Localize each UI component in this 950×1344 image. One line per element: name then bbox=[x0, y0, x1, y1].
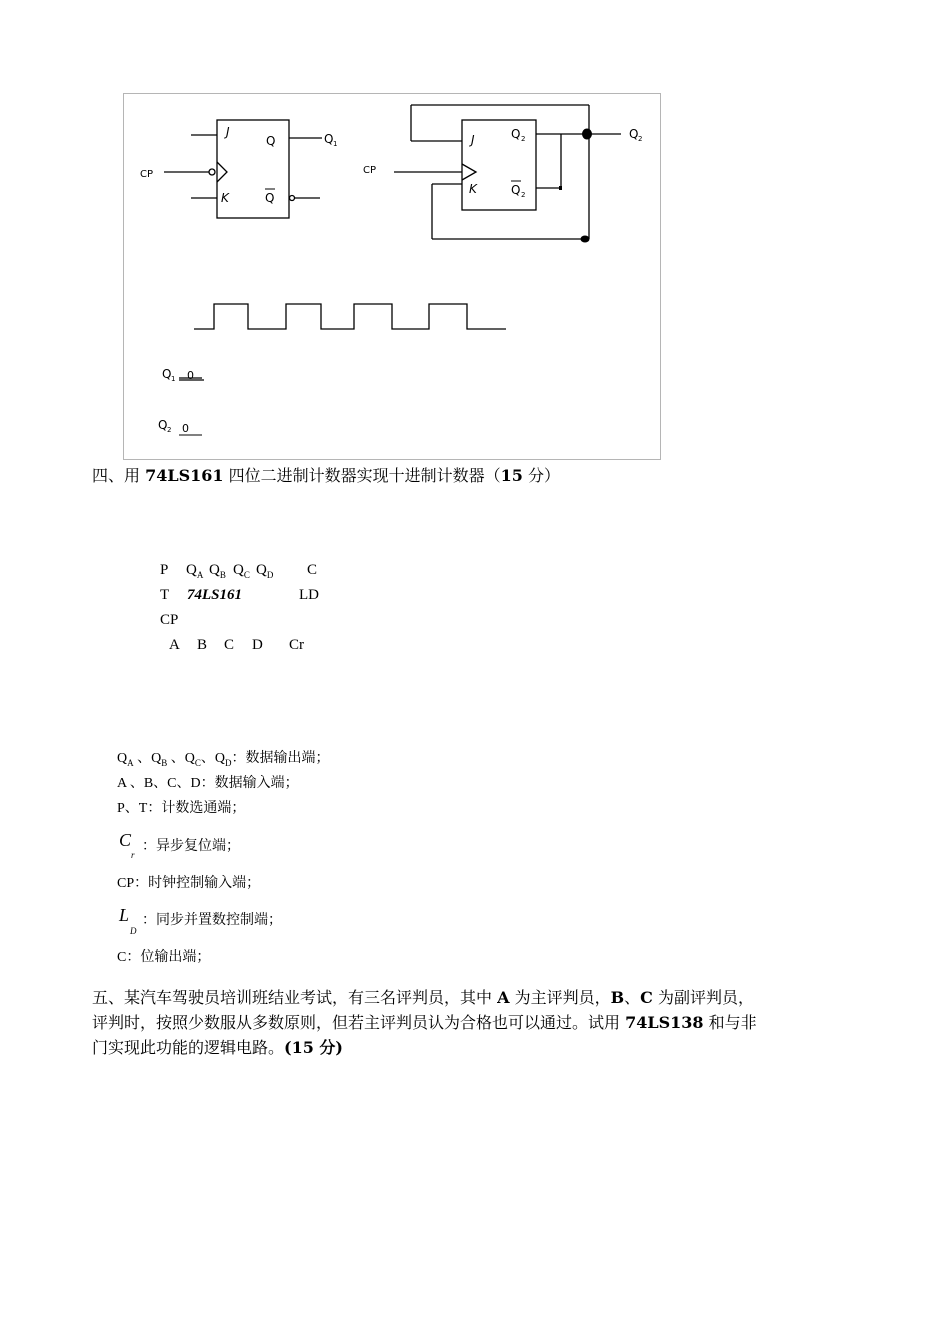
pin-qa: $Q_A$ bbox=[186, 562, 204, 580]
pin-qd: $Q_D$ bbox=[256, 562, 274, 580]
ff1-cp-label: CP bbox=[140, 169, 154, 180]
section4-chip: 74LS161 bbox=[145, 466, 224, 485]
pin-cr: Cr bbox=[289, 637, 304, 653]
pin-ld: LD bbox=[299, 587, 319, 603]
ff2-k-label: K bbox=[469, 182, 477, 196]
ff2-cp-label: CP bbox=[363, 165, 377, 176]
desc-outputs: $Q_A$ 、$Q_B$ 、$Q_C$、$Q_D$：数据输出端； bbox=[117, 751, 330, 768]
desc-carry: C：位输出端； bbox=[117, 950, 211, 965]
pin-c: C bbox=[224, 637, 235, 653]
section5-line2: 评判时，按照少数服从多数原则，但若主评判员认为合格也可以通过。试用 74LS138 和与非 bbox=[92, 1013, 757, 1032]
section4-end: 分） bbox=[522, 466, 561, 485]
desc-inputs: A 、B、C、D：数据输入端； bbox=[117, 776, 299, 791]
desc-clock: CP：时钟控制输入端； bbox=[117, 876, 261, 891]
circuit-svg bbox=[124, 94, 662, 461]
pin-c-out: C bbox=[307, 562, 318, 578]
wave-q1-init: 0 bbox=[187, 369, 194, 382]
ff2-out-label: Q bbox=[629, 127, 639, 141]
ff2-q-sub: 2 bbox=[521, 135, 526, 143]
wave-q1-label: Q bbox=[162, 367, 172, 381]
ff2-qbar-sub: 2 bbox=[521, 191, 526, 199]
ff2-q-label: Q bbox=[511, 127, 521, 141]
section4-number: 四、用 bbox=[92, 466, 146, 485]
desc-ld-sub: D bbox=[130, 926, 137, 936]
desc-load: ：同步并置数控制端； bbox=[142, 913, 282, 928]
desc-cr-sub: r bbox=[131, 850, 135, 860]
wave-q2-label: Q bbox=[158, 418, 168, 432]
section4-heading bbox=[92, 465, 560, 487]
ff1-j-label: J bbox=[226, 125, 230, 139]
circuit-figure bbox=[123, 93, 661, 460]
ff1-out-label: Q bbox=[324, 132, 334, 146]
pin-qc: $Q_C$ bbox=[233, 562, 250, 580]
ff2-out-sub: 2 bbox=[638, 135, 643, 143]
chip-name: 74LS161 bbox=[187, 587, 243, 603]
wave-q1-sub: 1 bbox=[171, 375, 176, 383]
ff1-out-sub: 1 bbox=[333, 140, 338, 148]
desc-cr-symbol: C bbox=[119, 830, 132, 850]
pin-t: T bbox=[160, 587, 170, 603]
section4-text: 四位二进制计数器实现十进制计数器（ bbox=[223, 466, 501, 485]
section5-line1: 五、某汽车驾驶员培训班结业考试，有三名评判员，其中 A 为主评判员，B、C 为副评判员， bbox=[92, 988, 754, 1007]
section5-line3: 门实现此功能的逻辑电路。(15 分) bbox=[92, 1038, 344, 1057]
wave-q2-sub: 2 bbox=[167, 426, 172, 434]
section4-score: 15 bbox=[500, 466, 523, 485]
ff1-q-label: Q bbox=[266, 134, 276, 148]
pin-a: A bbox=[169, 637, 180, 653]
ff1-qbar-label: Q bbox=[265, 191, 275, 205]
ff2-j-label: J bbox=[471, 133, 475, 147]
wave-q2-init: 0 bbox=[182, 422, 189, 435]
desc-reset: ：异步复位端； bbox=[142, 839, 240, 854]
pin-d: D bbox=[252, 637, 263, 653]
pin-p: P bbox=[160, 562, 169, 578]
ff1-k-label: K bbox=[221, 191, 229, 205]
pin-cp: CP bbox=[160, 612, 179, 628]
desc-ld-symbol: L bbox=[119, 905, 130, 925]
pin-qb: $Q_B$ bbox=[209, 562, 226, 580]
desc-enable: P、T：计数选通端； bbox=[117, 801, 246, 816]
ff2-qbar-label: Q bbox=[511, 183, 521, 197]
pin-b: B bbox=[197, 637, 208, 653]
